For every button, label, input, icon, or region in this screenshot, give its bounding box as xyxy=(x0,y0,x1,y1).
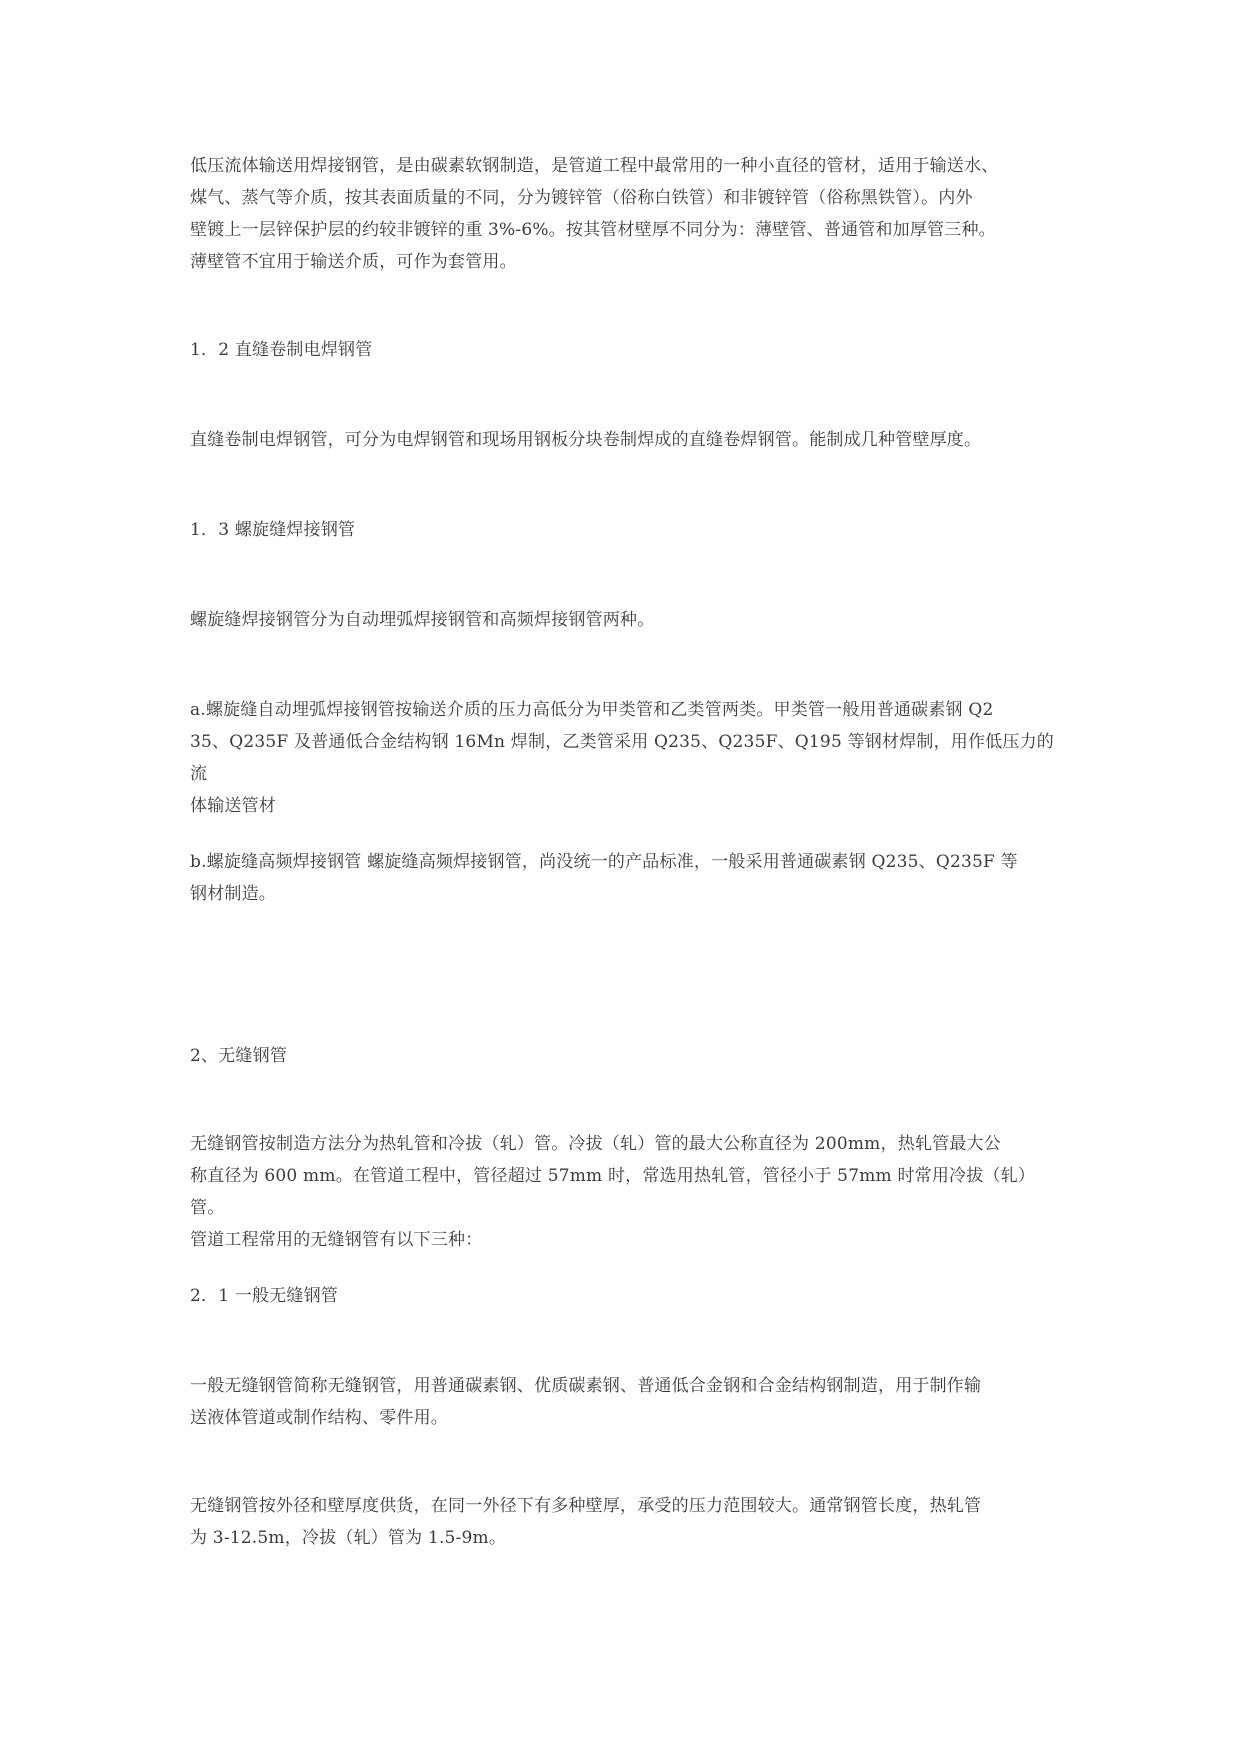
heading-2: 2、无缝钢管 xyxy=(190,1046,288,1066)
paragraph-seamless-supply: 无缝钢管按外径和壁厚度供货，在同一外径下有多种壁厚，承受的压力范围较大。通常钢管长度，热轧管 为 3-12.5m，冷拔（轧）管为 1.5-9m。 xyxy=(190,1496,982,1548)
paragraph-spiral-seam: 螺旋缝焊接钢管分为自动埋弧焊接钢管和高频焊接钢管两种。 xyxy=(190,610,655,630)
paragraph-item-a: a.螺旋缝自动埋弧焊接钢管按输送介质的压力高低分为甲类管和乙类管两类。甲类管一般用普通碳素钢 Q2 35、Q235F 及普通低合金结构钢 16Mn 焊制，乙类管采用 Q235、Q235F、Q195 等钢材焊制，用作低压力的流 体输送管材 xyxy=(190,700,1054,816)
paragraph-straight-seam: 直缝卷制电焊钢管，可分为电焊钢管和现场用钢板分块卷制焊成的直缝卷焊钢管。能制成几种管壁厚度。 xyxy=(190,430,982,450)
paragraph-seamless-intro: 无缝钢管按制造方法分为热轧管和冷拔（轧）管。冷拔（轧）管的最大公称直径为 200mm，热轧管最大公 称直径为 600 mm。在管道工程中，管径超过 57mm 时，常选用热轧管，管径小于 57mm 时常用冷拔（轧）管。 管道工程常用的无缝钢管有以下三种： xyxy=(190,1134,1036,1250)
heading-1-3: 1．3 螺旋缝焊接钢管 xyxy=(190,520,356,540)
heading-1-2: 1．2 直缝卷制电焊钢管 xyxy=(190,340,373,360)
paragraph-general-seamless: 一般无缝钢管简称无缝钢管，用普通碳素钢、优质碳素钢、普通低合金钢和合金结构钢制造，用于制作输 送液体管道或制作结构、零件用。 xyxy=(190,1376,982,1428)
paragraph-item-b: b.螺旋缝高频焊接钢管 螺旋缝高频焊接钢管，尚没统一的产品标准，一般采用普通碳素钢 Q235、Q235F 等 钢材制造。 xyxy=(190,852,1018,904)
heading-2-1: 2．1 一般无缝钢管 xyxy=(190,1286,339,1306)
paragraph-welded-pipe-intro: 低压流体输送用焊接钢管，是由碳素软钢制造，是管道工程中最常用的一种小直径的管材，适用于输送水、 煤气、蒸气等介质，按其表面质量的不同，分为镀锌管（俗称白铁管）和非镀锌管（俗称黑铁管）。内外 壁镀上一层锌保护层的约较非镀锌的重 3%-6%。按其管材壁厚不同分为：薄壁管、普通管和加厚管三种。 薄壁管不宜用于输送介质，可作为套管用。 xyxy=(190,156,999,272)
